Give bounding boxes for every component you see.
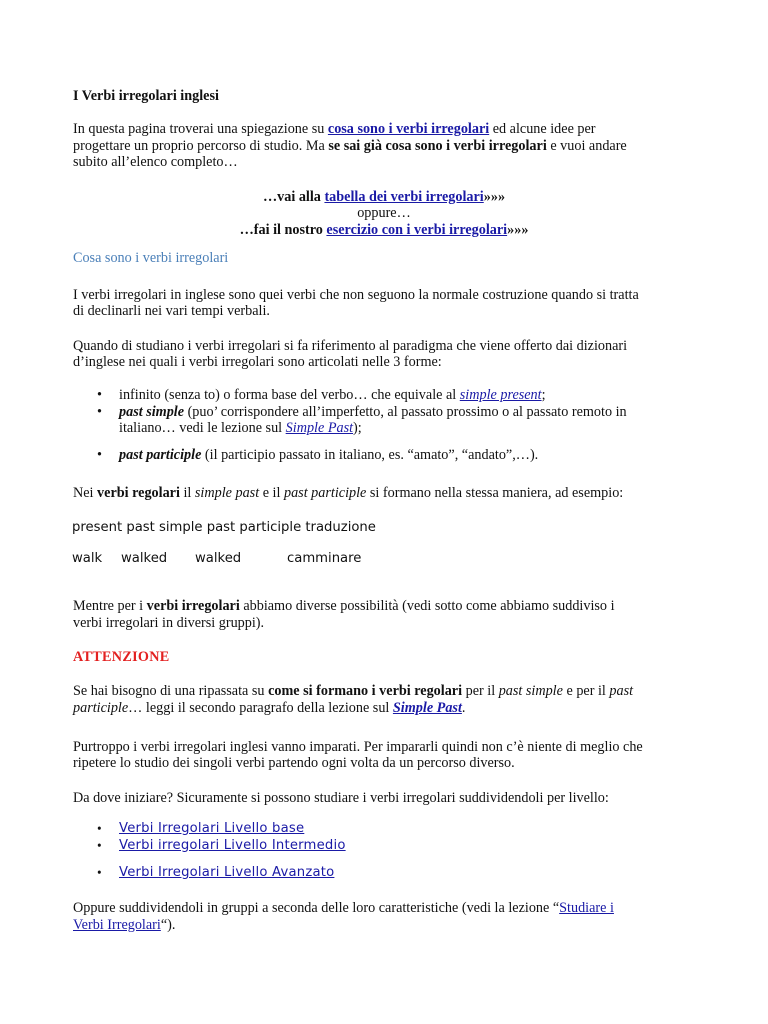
nav-oppure: oppure… [357, 205, 411, 221]
link-livello-base[interactable]: Verbi Irregolari Livello base [119, 821, 305, 836]
table-cell: walk [72, 551, 103, 566]
list-item-end: ; [541, 387, 546, 403]
list-item [73, 821, 693, 838]
bullet: • [97, 403, 102, 420]
list-item-text: (puo’ corrispondere all’imperfetto, al passato prossimo o al passato remoto in [184, 403, 627, 420]
p1-line-1: I verbi irregolari in inglese sono quei verbi che non seguono la normale costruzione quando si tratta [73, 287, 639, 303]
p3-text-3: e il [259, 485, 284, 501]
section-heading-cosa-sono: Cosa sono i verbi irregolari [73, 250, 229, 266]
intro-text-2: ed alcune idee per [489, 121, 596, 137]
bullet: • [97, 865, 102, 880]
p1-line-2: di declinarli nei vari tempi verbali. [73, 303, 270, 319]
intro-text-3: progettare un proprio percorso di studio. Ma [73, 138, 329, 154]
list-item-text: (il participio passato in italiano, es. “amato”, “andato”,…). [201, 446, 539, 463]
p8-end: “). [160, 917, 176, 933]
intro-text-4: e vuoi andare [546, 138, 627, 154]
link-studiare-a[interactable]: Studiare i [559, 900, 614, 916]
section-heading-attenzione: ATTENZIONE [73, 649, 170, 665]
link-livello-avanzato[interactable]: Verbi Irregolari Livello Avanzato [119, 865, 335, 880]
p5-italic-3: participle [73, 700, 129, 716]
nav-pre-1: …vai alla [262, 189, 325, 205]
p5-italic: past simple [498, 683, 563, 699]
p2-line-1: Quando di studiano i verbi irregolari si fa riferimento al paradigma che viene offerto dai dizionari [73, 338, 628, 354]
table-cell: camminare [287, 551, 362, 566]
p8-text: Oppure suddividendoli in gruppi a seconda delle loro caratteristiche (vedi la lezione “ [73, 900, 560, 916]
p5-italic-2: past [609, 683, 634, 699]
p3 [73, 485, 623, 502]
bullet: • [97, 821, 102, 836]
link-cosa-sono[interactable]: cosa sono i verbi irregolari [327, 121, 490, 137]
p6-line-1: Purtroppo i verbi irregolari inglesi vanno imparati. Per impararli quindi non c’è niente di meglio che [73, 739, 643, 755]
p3-italic-2: past participle [283, 485, 367, 501]
p5-end: . [461, 700, 466, 716]
list-item-term: past simple [119, 403, 185, 420]
link-studiare-b[interactable]: Verbi Irregolari [73, 917, 161, 933]
p5-bold: come si formano i verbi regolari [268, 683, 463, 699]
levels-list [73, 821, 693, 882]
p8-line-2 [73, 917, 175, 934]
p4-line-1 [73, 598, 615, 615]
nav-arrows-2: »»» [507, 222, 529, 238]
list-item [73, 447, 693, 464]
list-item-term: past participle [119, 446, 202, 463]
bullet: • [97, 387, 102, 403]
p5-text-4: … leggi il secondo paragrafo della lezione sul [128, 700, 393, 716]
p4-line-2: verbi irregolari in diversi gruppi). [73, 615, 265, 631]
p5-text: Se hai bisogno di una ripassata su [73, 683, 269, 699]
intro-bold: se sai già cosa sono i verbi irregolari [328, 138, 547, 154]
p4-text-2: abbiamo diverse possibilità (vedi sotto come abbiamo suddiviso i [239, 598, 615, 614]
link-simple-present[interactable]: simple present [459, 387, 542, 403]
nav-arrows-1: »»» [483, 189, 506, 205]
table-header: present past simple past participle traduzione [72, 520, 376, 535]
table-cell: walked [195, 551, 242, 566]
list-item-text: infinito (senza to) o forma base del verbo… che equivale al [119, 387, 460, 403]
intro-line-2 [73, 138, 627, 155]
intro-text: In questa pagina troverai una spiegazione su [73, 121, 328, 137]
list-item [73, 838, 693, 855]
p5-text-3: e per il [562, 683, 610, 699]
p2-line-2: d’inglese nei quali i verbi irregolari sono articolati nelle 3 forme: [73, 354, 442, 370]
list-item-text-2: italiano… vedi le lezione sul [119, 420, 286, 436]
nav-line-2 [0, 222, 768, 239]
bullet: • [97, 446, 102, 463]
list-item [73, 865, 693, 882]
bullet: • [97, 837, 102, 853]
p3-text: Nei [73, 485, 98, 501]
p5-line-2 [73, 700, 465, 717]
intro-line-3: subito all’elenco completo… [73, 154, 238, 170]
list-item-end: ); [353, 420, 362, 436]
p3-italic: simple past [194, 485, 260, 501]
p4-bold: verbi irregolari [146, 598, 240, 614]
list-item [73, 404, 693, 437]
p6-line-2: ripetere lo studio dei singoli verbi partendo ogni volta da un percorso diverso. [73, 755, 515, 771]
link-esercizio[interactable]: esercizio con i verbi irregolari [326, 222, 508, 238]
link-simple-past[interactable]: Simple Past [285, 420, 354, 436]
intro-line-1 [73, 121, 596, 138]
p4-text: Mentre per i [73, 598, 147, 614]
list-item [73, 387, 693, 404]
nav-pre-2: …fai il nostro [239, 222, 327, 238]
table-cell: walked [121, 551, 168, 566]
link-simple-past-2[interactable]: Simple Past [392, 700, 462, 716]
nav-line-1 [0, 189, 768, 206]
forms-list [73, 387, 693, 463]
p5-text-2: per il [462, 683, 499, 699]
p3-text-2: il [179, 485, 195, 501]
p8-line-1 [73, 900, 614, 917]
p3-text-4: si formano nella stessa maniera, ad esempio: [366, 485, 624, 501]
p5-line-1 [73, 683, 633, 700]
p7: Da dove iniziare? Sicuramente si possono studiare i verbi irregolari suddividendoli per livello: [73, 790, 609, 806]
link-tabella[interactable]: tabella dei verbi irregolari [324, 189, 484, 205]
p3-bold: verbi regolari [97, 485, 180, 501]
link-livello-intermedio[interactable]: Verbi irregolari Livello Intermedio [119, 837, 346, 853]
page-title: I Verbi irregolari inglesi [73, 88, 219, 104]
